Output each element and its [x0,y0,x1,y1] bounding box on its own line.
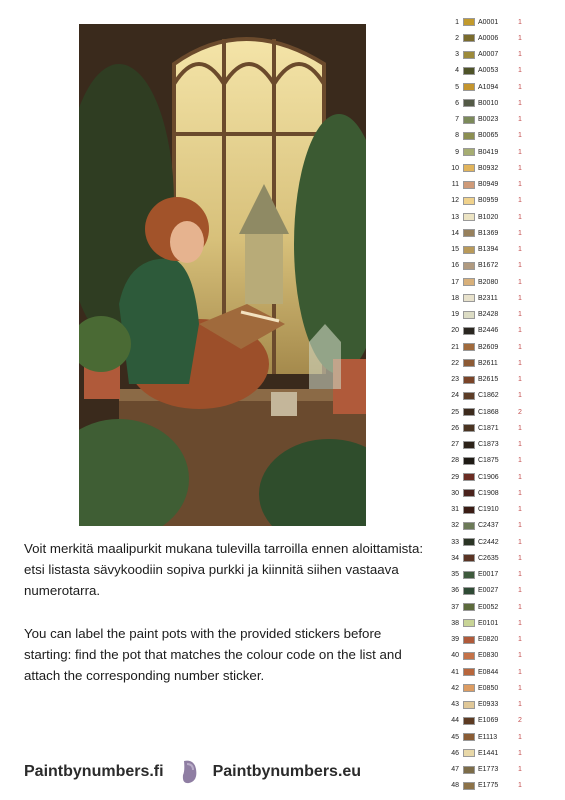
colour-number: 23 [451,376,459,384]
pot-count: 1 [518,278,522,286]
colour-number: 33 [451,538,459,546]
colour-code: B0065 [478,132,499,140]
pot-count: 1 [518,489,522,497]
pot-count: 1 [518,148,522,156]
colour-row [447,632,559,648]
colour-number: 14 [451,229,459,237]
pot-count: 1 [518,636,522,644]
colour-row [447,128,559,144]
colour-number: 18 [451,294,459,302]
colour-swatch [463,132,475,140]
colour-number: 41 [451,668,459,676]
colour-number: 38 [451,619,459,627]
colour-number: 39 [451,636,459,644]
colour-code: E0820 [478,636,499,644]
pot-count: 1 [518,749,522,757]
colour-number: 13 [451,213,459,221]
colour-code: C2635 [478,554,499,562]
colour-code: B1369 [478,229,499,237]
artwork-preview [79,24,366,526]
pot-count: 1 [518,782,522,790]
colour-swatch [463,603,475,611]
colour-number: 6 [455,99,459,107]
colour-swatch [463,99,475,107]
colour-swatch [463,457,475,465]
colour-code: C1868 [478,408,499,416]
colour-swatch [463,51,475,59]
colour-row [447,339,559,355]
colour-row [447,112,559,128]
pot-count: 1 [518,67,522,75]
colour-code: E0101 [478,619,499,627]
colour-number: 17 [451,278,459,286]
colour-number: 9 [455,148,459,156]
colour-code: B0949 [478,181,499,189]
colour-code: B2611 [478,359,498,367]
colour-row [447,615,559,631]
colour-number: 1 [455,18,459,26]
pot-count: 1 [518,587,522,595]
colour-number: 28 [451,457,459,465]
pot-count: 1 [518,701,522,709]
colour-swatch [463,327,475,335]
colour-swatch [463,489,475,497]
colour-row [447,193,559,209]
colour-code: B0419 [478,148,499,156]
pot-count: 1 [518,229,522,237]
colour-row [447,518,559,534]
colour-code: E1773 [478,766,499,774]
colour-swatch [463,116,475,124]
colour-row [447,355,559,371]
colour-swatch [463,522,475,530]
pot-count: 1 [518,246,522,254]
colour-swatch [463,34,475,42]
colour-code: B2615 [478,376,499,384]
colour-number: 48 [451,782,459,790]
colour-row [447,745,559,761]
pot-count: 1 [518,424,522,432]
colour-swatch [463,294,475,302]
pot-count: 1 [518,34,522,42]
colour-number: 5 [455,83,459,91]
colour-number: 24 [451,392,459,400]
pot-count: 1 [518,668,522,676]
pot-count: 1 [518,327,522,335]
colour-row [447,680,559,696]
colour-row [447,729,559,745]
colour-number: 46 [451,749,459,757]
colour-code: B2609 [478,343,499,351]
colour-code: E0052 [478,603,499,611]
colour-swatch [463,473,475,481]
colour-row [447,778,559,794]
colour-swatch [463,538,475,546]
colour-code: B0932 [478,164,499,172]
colour-number: 26 [451,424,459,432]
colour-code: C1875 [478,457,499,465]
colour-number: 12 [451,197,459,205]
colour-code: B0959 [478,197,499,205]
colour-code: E1113 [478,733,498,741]
pot-count: 1 [518,213,522,221]
colour-code: C1873 [478,441,499,449]
pot-count: 1 [518,197,522,205]
pot-count: 2 [518,717,522,725]
colour-code: E1775 [478,782,499,790]
colour-swatch [463,148,475,156]
colour-row [447,258,559,274]
colour-code: C1871 [478,424,499,432]
pot-count: 1 [518,262,522,270]
colour-swatch [463,246,475,254]
colour-code: A0001 [478,18,499,26]
pot-count: 1 [518,311,522,319]
colour-row [447,567,559,583]
colour-number: 22 [451,359,459,367]
colour-code: E0933 [478,701,499,709]
green-cardigan [119,259,199,384]
instructions-english: You can label the paint pots with the provided stickers before starting: find the pot that matches the colour code on the list and attach the corresponding number sticker. [24,626,402,683]
colour-number: 19 [451,311,459,319]
colour-swatch [463,668,475,676]
painting-illustration [79,24,366,526]
colour-number: 10 [451,164,459,172]
colour-code: E1441 [478,749,499,757]
colour-swatch [463,571,475,579]
colour-swatch [463,506,475,514]
pot-count: 1 [518,164,522,172]
colour-code: E0850 [478,684,499,692]
colour-code: B2311 [478,294,498,302]
pot-count: 1 [518,603,522,611]
colour-row [447,14,559,30]
colour-code: B1672 [478,262,499,270]
colour-swatch [463,408,475,416]
colour-row [447,648,559,664]
pot-count: 1 [518,116,522,124]
colour-number: 32 [451,522,459,530]
colour-code: A0006 [478,34,499,42]
colour-swatch [463,441,475,449]
colour-number: 35 [451,571,459,579]
colour-code: E0027 [478,587,499,595]
colour-swatch [463,733,475,741]
pot-count: 1 [518,392,522,400]
instructions-finnish: Voit merkitä maalipurkit mukana tulevilla tarroilla ennen aloittamista: etsi listasta sävykoodiin sopiva purkki ja kiinnitä siihen vastaava numerotarra. [24,541,424,598]
colour-row [447,47,559,63]
pot-count: 1 [518,132,522,140]
colour-swatch [463,652,475,660]
colour-swatch [463,67,475,75]
colour-swatch [463,717,475,725]
colour-swatch [463,636,475,644]
colour-row [447,290,559,306]
colour-code: A1094 [478,83,499,91]
pot-count: 1 [518,684,522,692]
colour-row [447,225,559,241]
colour-swatch [463,18,475,26]
colour-code: C1908 [478,489,499,497]
colour-number: 4 [455,67,459,75]
colour-number: 11 [451,181,459,189]
colour-code: B2446 [478,327,499,335]
colour-swatch [463,278,475,286]
pot-count: 1 [518,522,522,530]
colour-number: 36 [451,587,459,595]
small-pot [271,392,297,416]
colour-swatch [463,587,475,595]
colour-row [447,144,559,160]
colour-row [447,485,559,501]
pot-count: 1 [518,457,522,465]
colour-swatch [463,229,475,237]
colour-swatch [463,213,475,221]
colour-code: E0830 [478,652,499,660]
colour-swatch [463,376,475,384]
colour-row [447,274,559,290]
colour-swatch [463,83,475,91]
pot-count: 1 [518,733,522,741]
colour-swatch [463,701,475,709]
colour-number: 25 [451,408,459,416]
colour-number: 37 [451,603,459,611]
pot-count: 1 [518,619,522,627]
pot-count: 1 [518,652,522,660]
colour-row [447,95,559,111]
colour-number: 30 [451,489,459,497]
colour-number: 43 [451,701,459,709]
colour-row [447,469,559,485]
pot-count: 1 [518,538,522,546]
colour-row [447,372,559,388]
colour-number: 44 [451,717,459,725]
colour-number: 29 [451,473,459,481]
pot-count: 1 [518,376,522,384]
colour-row [447,664,559,680]
colour-number: 31 [451,506,459,514]
brand-eu: Paintbynumbers.eu [212,763,362,780]
colour-row [447,79,559,95]
colour-code: C1906 [478,473,499,481]
colour-number: 21 [451,343,459,351]
colour-number: 8 [455,132,459,140]
colour-code: C1862 [478,392,499,400]
colour-number: 47 [451,766,459,774]
colour-number: 34 [451,554,459,562]
colour-number: 3 [455,51,459,59]
colour-row [447,307,559,323]
pot-count: 1 [518,99,522,107]
footer [24,757,361,787]
pot-count: 1 [518,181,522,189]
colour-code: A0007 [478,51,499,59]
colour-row [447,599,559,615]
paint-colour-list [447,14,559,794]
gazebo-base [245,234,283,304]
pot-count: 1 [518,294,522,302]
colour-code: B2080 [478,278,499,286]
colour-swatch [463,311,475,319]
colour-number: 16 [451,262,459,270]
colour-swatch [463,684,475,692]
colour-row [447,534,559,550]
colour-row [447,502,559,518]
colour-code: B0023 [478,116,499,124]
pot-count: 1 [518,51,522,59]
colour-number: 27 [451,441,459,449]
colour-row [447,420,559,436]
colour-code: C1910 [478,506,499,514]
paint-drop-logo-icon [178,759,200,785]
colour-swatch [463,359,475,367]
colour-swatch [463,766,475,774]
colour-number: 7 [455,116,459,124]
pot-count: 1 [518,359,522,367]
colour-row [447,550,559,566]
pot-count: 2 [518,408,522,416]
colour-row [447,404,559,420]
face [170,221,204,263]
colour-swatch [463,262,475,270]
colour-number: 2 [455,34,459,42]
pot-count: 1 [518,83,522,91]
colour-row [447,713,559,729]
colour-row [447,697,559,713]
pot-count: 1 [518,506,522,514]
colour-number: 42 [451,684,459,692]
colour-code: E0844 [478,668,499,676]
colour-swatch [463,424,475,432]
colour-number: 40 [451,652,459,660]
colour-row [447,762,559,778]
colour-row [447,30,559,46]
colour-code: A0053 [478,67,499,75]
colour-swatch [463,392,475,400]
pot-count: 1 [518,18,522,26]
brand-fi: Paintbynumbers.fi [24,763,164,780]
colour-number: 45 [451,733,459,741]
colour-swatch [463,197,475,205]
colour-swatch [463,749,475,757]
colour-code: C2442 [478,538,499,546]
pot-count: 1 [518,343,522,351]
colour-row [447,209,559,225]
colour-row [447,437,559,453]
colour-number: 15 [451,246,459,254]
colour-code: B0010 [478,99,499,107]
colour-swatch [463,782,475,790]
colour-row [447,388,559,404]
colour-row [447,583,559,599]
colour-number: 20 [451,327,459,335]
colour-code: C2437 [478,522,499,530]
pot-count: 1 [518,766,522,774]
colour-row [447,453,559,469]
pot-count: 1 [518,554,522,562]
colour-swatch [463,164,475,172]
colour-code: B1020 [478,213,499,221]
colour-row [447,323,559,339]
colour-swatch [463,619,475,627]
pot-count: 1 [518,473,522,481]
pot-count: 1 [518,441,522,449]
pot-count: 1 [518,571,522,579]
colour-row [447,242,559,258]
colour-swatch [463,343,475,351]
colour-code: E1069 [478,717,499,725]
colour-swatch [463,554,475,562]
colour-row [447,160,559,176]
colour-row [447,63,559,79]
colour-code: B2428 [478,311,499,319]
colour-row [447,177,559,193]
colour-code: B1394 [478,246,499,254]
colour-code: E0017 [478,571,499,579]
colour-swatch [463,181,475,189]
